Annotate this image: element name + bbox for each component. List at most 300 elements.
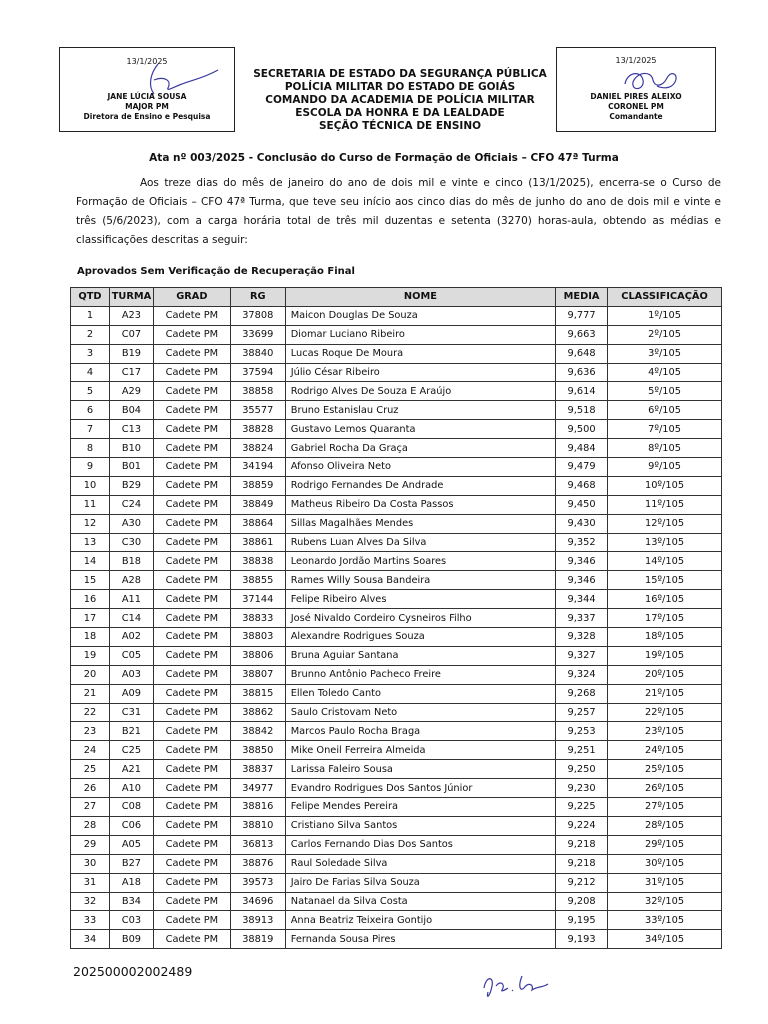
cell-classificacao: 8º/105 [608, 439, 722, 458]
cell-qtd: 7 [71, 420, 110, 439]
table-row [71, 930, 722, 949]
cell-classificacao: 4º/105 [608, 363, 722, 382]
cell-turma: A28 [109, 571, 153, 590]
cell-rg: 38842 [230, 722, 285, 741]
cell-grad: Cadete PM [153, 514, 230, 533]
cell-media: 9,253 [556, 722, 608, 741]
cell-grad: Cadete PM [153, 306, 230, 325]
cell-grad: Cadete PM [153, 835, 230, 854]
cell-qtd: 26 [71, 779, 110, 798]
cell-rg: 38862 [230, 703, 285, 722]
cell-turma: C31 [109, 703, 153, 722]
cell-nome: Carlos Fernando Dias Dos Santos [285, 835, 555, 854]
cell-nome: Sillas Magalhães Mendes [285, 514, 555, 533]
cell-nome: Natanael da Silva Costa [285, 892, 555, 911]
cell-classificacao: 29º/105 [608, 835, 722, 854]
table-header-row [71, 288, 722, 307]
cell-classificacao: 32º/105 [608, 892, 722, 911]
cell-rg: 38806 [230, 646, 285, 665]
table-row [71, 458, 722, 477]
cell-classificacao: 30º/105 [608, 854, 722, 873]
signer-rank: CORONEL PM [608, 102, 664, 111]
table-row [71, 798, 722, 817]
cell-grad: Cadete PM [153, 363, 230, 382]
cell-turma: C14 [109, 609, 153, 628]
table-row [71, 722, 722, 741]
cell-media: 9,208 [556, 892, 608, 911]
cell-grad: Cadete PM [153, 476, 230, 495]
cell-media: 9,324 [556, 665, 608, 684]
cell-grad: Cadete PM [153, 439, 230, 458]
cell-nome: Felipe Mendes Pereira [285, 798, 555, 817]
cell-rg: 38819 [230, 930, 285, 949]
cell-classificacao: 12º/105 [608, 514, 722, 533]
cell-turma: A05 [109, 835, 153, 854]
cell-rg: 38810 [230, 816, 285, 835]
cell-rg: 38876 [230, 854, 285, 873]
cell-rg: 38838 [230, 552, 285, 571]
cell-rg: 38858 [230, 382, 285, 401]
table-row [71, 760, 722, 779]
cell-nome: Evandro Rodrigues Dos Santos Júnior [285, 779, 555, 798]
table-row [71, 892, 722, 911]
cell-media: 9,230 [556, 779, 608, 798]
cell-turma: A11 [109, 590, 153, 609]
cell-media: 9,479 [556, 458, 608, 477]
cell-nome: Leonardo Jordão Martins Soares [285, 552, 555, 571]
cell-classificacao: 18º/105 [608, 628, 722, 647]
cell-media: 9,251 [556, 741, 608, 760]
cell-grad: Cadete PM [153, 382, 230, 401]
table-row [71, 495, 722, 514]
cell-media: 9,430 [556, 514, 608, 533]
column-header-rg: RG [230, 288, 285, 307]
cell-grad: Cadete PM [153, 609, 230, 628]
cell-classificacao: 25º/105 [608, 760, 722, 779]
cell-turma: A23 [109, 306, 153, 325]
cell-qtd: 14 [71, 552, 110, 571]
cell-rg: 34696 [230, 892, 285, 911]
header-line: COMANDO DA ACADEMIA DE POLÍCIA MILITAR [265, 94, 535, 106]
cell-nome: Bruno Estanislau Cruz [285, 401, 555, 420]
cell-nome: Afonso Oliveira Neto [285, 458, 555, 477]
cell-qtd: 3 [71, 344, 110, 363]
cell-rg: 38861 [230, 533, 285, 552]
signer-name: DANIEL PIRES ALEIXO [590, 92, 682, 101]
cell-rg: 37594 [230, 363, 285, 382]
cell-turma: B29 [109, 476, 153, 495]
cell-media: 9,346 [556, 552, 608, 571]
cell-turma: B27 [109, 854, 153, 873]
table-row [71, 873, 722, 892]
cell-grad: Cadete PM [153, 854, 230, 873]
cell-rg: 38859 [230, 476, 285, 495]
header-line: POLÍCIA MILITAR DO ESTADO DE GOIÁS [284, 81, 516, 93]
cell-turma: C05 [109, 646, 153, 665]
cell-classificacao: 2º/105 [608, 325, 722, 344]
cell-rg: 33699 [230, 325, 285, 344]
header-line: SEÇÃO TÉCNICA DE ENSINO [318, 120, 482, 132]
cell-nome: Rodrigo Alves De Souza E Araújo [285, 382, 555, 401]
cell-grad: Cadete PM [153, 684, 230, 703]
cell-grad: Cadete PM [153, 646, 230, 665]
cell-qtd: 23 [71, 722, 110, 741]
cell-classificacao: 3º/105 [608, 344, 722, 363]
cell-media: 9,327 [556, 646, 608, 665]
cell-turma: A29 [109, 382, 153, 401]
table-row [71, 854, 722, 873]
cell-classificacao: 16º/105 [608, 590, 722, 609]
cell-grad: Cadete PM [153, 420, 230, 439]
results-table [70, 287, 722, 949]
cell-nome: Saulo Cristovam Neto [285, 703, 555, 722]
cell-grad: Cadete PM [153, 779, 230, 798]
cell-qtd: 29 [71, 835, 110, 854]
cell-grad: Cadete PM [153, 703, 230, 722]
table-row [71, 420, 722, 439]
cell-qtd: 31 [71, 873, 110, 892]
cell-grad: Cadete PM [153, 665, 230, 684]
cell-rg: 39573 [230, 873, 285, 892]
cell-turma: C06 [109, 816, 153, 835]
cell-grad: Cadete PM [153, 816, 230, 835]
table-row [71, 306, 722, 325]
table-row [71, 703, 722, 722]
section-title: Aprovados Sem Verificação de Recuperação Final [77, 266, 355, 277]
cell-turma: C13 [109, 420, 153, 439]
cell-classificacao: 5º/105 [608, 382, 722, 401]
cell-nome: Ellen Toledo Canto [285, 684, 555, 703]
cell-turma: B21 [109, 722, 153, 741]
signer-role: Comandante [609, 112, 663, 121]
signature-box-commander [556, 47, 716, 132]
cell-rg: 35577 [230, 401, 285, 420]
cell-rg: 38864 [230, 514, 285, 533]
cell-classificacao: 27º/105 [608, 798, 722, 817]
table-row [71, 552, 722, 571]
cell-grad: Cadete PM [153, 533, 230, 552]
cell-qtd: 21 [71, 684, 110, 703]
table-row [71, 401, 722, 420]
cell-rg: 38828 [230, 420, 285, 439]
cell-classificacao: 10º/105 [608, 476, 722, 495]
cell-classificacao: 24º/105 [608, 741, 722, 760]
institution-header [236, 68, 564, 133]
cell-media: 9,648 [556, 344, 608, 363]
cell-media: 9,500 [556, 420, 608, 439]
cell-nome: Anna Beatriz Teixeira Gontijo [285, 911, 555, 930]
cell-turma: C25 [109, 741, 153, 760]
cell-qtd: 5 [71, 382, 110, 401]
cell-rg: 38824 [230, 439, 285, 458]
cell-qtd: 28 [71, 816, 110, 835]
cell-rg: 38840 [230, 344, 285, 363]
cell-nome: José Nivaldo Cordeiro Cysneiros Filho [285, 609, 555, 628]
cell-classificacao: 7º/105 [608, 420, 722, 439]
table-row [71, 439, 722, 458]
cell-nome: Alexandre Rodrigues Souza [285, 628, 555, 647]
table-row [71, 646, 722, 665]
table-row [71, 779, 722, 798]
cell-qtd: 30 [71, 854, 110, 873]
cell-media: 9,344 [556, 590, 608, 609]
signature-box-director [59, 47, 235, 132]
cell-nome: Júlio César Ribeiro [285, 363, 555, 382]
table-row [71, 684, 722, 703]
cell-grad: Cadete PM [153, 892, 230, 911]
cell-media: 9,212 [556, 873, 608, 892]
table-row [71, 325, 722, 344]
cell-qtd: 20 [71, 665, 110, 684]
cell-classificacao: 26º/105 [608, 779, 722, 798]
cell-turma: B34 [109, 892, 153, 911]
column-header-classificacao: CLASSIFICAÇÃO [608, 288, 722, 307]
table-row [71, 514, 722, 533]
cell-grad: Cadete PM [153, 458, 230, 477]
table-row [71, 590, 722, 609]
cell-qtd: 24 [71, 741, 110, 760]
cell-media: 9,450 [556, 495, 608, 514]
cell-nome: Cristiano Silva Santos [285, 816, 555, 835]
signer-role: Diretora de Ensino e Pesquisa [83, 112, 211, 121]
cell-nome: Brunno Antônio Pacheco Freire [285, 665, 555, 684]
cell-grad: Cadete PM [153, 930, 230, 949]
cell-qtd: 11 [71, 495, 110, 514]
cell-grad: Cadete PM [153, 571, 230, 590]
column-header-grad: GRAD [153, 288, 230, 307]
cell-rg: 38849 [230, 495, 285, 514]
cell-qtd: 18 [71, 628, 110, 647]
cell-grad: Cadete PM [153, 911, 230, 930]
cell-nome: Marcos Paulo Rocha Braga [285, 722, 555, 741]
cell-classificacao: 23º/105 [608, 722, 722, 741]
cell-grad: Cadete PM [153, 741, 230, 760]
cell-classificacao: 1º/105 [608, 306, 722, 325]
cell-nome: Gustavo Lemos Quaranta [285, 420, 555, 439]
cell-qtd: 34 [71, 930, 110, 949]
cell-qtd: 33 [71, 911, 110, 930]
cell-media: 9,225 [556, 798, 608, 817]
cell-qtd: 6 [71, 401, 110, 420]
cell-qtd: 32 [71, 892, 110, 911]
table-row [71, 665, 722, 684]
cell-qtd: 8 [71, 439, 110, 458]
cell-qtd: 27 [71, 798, 110, 817]
cell-media: 9,195 [556, 911, 608, 930]
initials-signature-icon [478, 962, 558, 1002]
cell-turma: A02 [109, 628, 153, 647]
cell-nome: Bruna Aguiar Santana [285, 646, 555, 665]
cell-media: 9,337 [556, 609, 608, 628]
cell-turma: A09 [109, 684, 153, 703]
cell-classificacao: 33º/105 [608, 911, 722, 930]
signer-name: JANE LÚCIA SOUSA [107, 92, 187, 101]
cell-turma: B10 [109, 439, 153, 458]
cell-media: 9,250 [556, 760, 608, 779]
cell-turma: A18 [109, 873, 153, 892]
cell-media: 9,468 [556, 476, 608, 495]
cell-turma: A03 [109, 665, 153, 684]
cell-classificacao: 19º/105 [608, 646, 722, 665]
cell-turma: C30 [109, 533, 153, 552]
cell-classificacao: 11º/105 [608, 495, 722, 514]
cell-media: 9,484 [556, 439, 608, 458]
cell-rg: 36813 [230, 835, 285, 854]
cell-grad: Cadete PM [153, 590, 230, 609]
cell-media: 9,224 [556, 816, 608, 835]
cell-turma: C17 [109, 363, 153, 382]
cell-nome: Fernanda Sousa Pires [285, 930, 555, 949]
table-row [71, 344, 722, 363]
cell-turma: B18 [109, 552, 153, 571]
cell-media: 9,352 [556, 533, 608, 552]
cell-classificacao: 34º/105 [608, 930, 722, 949]
cell-classificacao: 31º/105 [608, 873, 722, 892]
cell-classificacao: 15º/105 [608, 571, 722, 590]
header-line: SECRETARIA DE ESTADO DA SEGURANÇA PÚBLICA [253, 68, 547, 80]
cell-media: 9,268 [556, 684, 608, 703]
cell-grad: Cadete PM [153, 798, 230, 817]
cell-grad: Cadete PM [153, 722, 230, 741]
table-row [71, 382, 722, 401]
cell-qtd: 12 [71, 514, 110, 533]
table-row [71, 609, 722, 628]
cell-nome: Maicon Douglas De Souza [285, 306, 555, 325]
cell-nome: Raul Soledade Silva [285, 854, 555, 873]
cell-media: 9,346 [556, 571, 608, 590]
cell-qtd: 25 [71, 760, 110, 779]
cell-classificacao: 13º/105 [608, 533, 722, 552]
cell-media: 9,636 [556, 363, 608, 382]
cell-rg: 38913 [230, 911, 285, 930]
cell-nome: Felipe Ribeiro Alves [285, 590, 555, 609]
cell-rg: 38850 [230, 741, 285, 760]
cell-qtd: 17 [71, 609, 110, 628]
cell-qtd: 1 [71, 306, 110, 325]
cell-qtd: 4 [71, 363, 110, 382]
cell-grad: Cadete PM [153, 401, 230, 420]
cell-nome: Rodrigo Fernandes De Andrade [285, 476, 555, 495]
column-header-qtd: QTD [71, 288, 110, 307]
cell-qtd: 10 [71, 476, 110, 495]
column-header-media: MEDIA [556, 288, 608, 307]
cell-classificacao: 9º/105 [608, 458, 722, 477]
cell-grad: Cadete PM [153, 628, 230, 647]
cell-rg: 38833 [230, 609, 285, 628]
cell-nome: Gabriel Rocha Da Graça [285, 439, 555, 458]
cell-rg: 34194 [230, 458, 285, 477]
cell-turma: A21 [109, 760, 153, 779]
document-title: Ata nº 003/2025 - Conclusão do Curso de Formação de Oficiais – CFO 47ª Turma [149, 152, 619, 164]
cell-qtd: 15 [71, 571, 110, 590]
cell-turma: B01 [109, 458, 153, 477]
cell-nome: Diomar Luciano Ribeiro [285, 325, 555, 344]
cell-turma: B09 [109, 930, 153, 949]
cell-rg: 38855 [230, 571, 285, 590]
cell-grad: Cadete PM [153, 344, 230, 363]
cell-nome: Lucas Roque De Moura [285, 344, 555, 363]
table-row [71, 533, 722, 552]
header-line: ESCOLA DA HONRA E DA LEALDADE [295, 107, 505, 119]
cell-classificacao: 17º/105 [608, 609, 722, 628]
table-row [71, 628, 722, 647]
cell-qtd: 13 [71, 533, 110, 552]
cell-qtd: 2 [71, 325, 110, 344]
cell-grad: Cadete PM [153, 495, 230, 514]
cell-rg: 34977 [230, 779, 285, 798]
cell-media: 9,518 [556, 401, 608, 420]
cell-turma: C03 [109, 911, 153, 930]
cell-nome: Matheus Ribeiro Da Costa Passos [285, 495, 555, 514]
cell-classificacao: 22º/105 [608, 703, 722, 722]
cell-classificacao: 6º/105 [608, 401, 722, 420]
cell-classificacao: 21º/105 [608, 684, 722, 703]
table-row [71, 571, 722, 590]
cell-turma: B04 [109, 401, 153, 420]
cell-media: 9,614 [556, 382, 608, 401]
cell-qtd: 9 [71, 458, 110, 477]
cell-media: 9,777 [556, 306, 608, 325]
table-row [71, 363, 722, 382]
table-row [71, 476, 722, 495]
cell-rg: 38807 [230, 665, 285, 684]
cell-qtd: 22 [71, 703, 110, 722]
cell-media: 9,218 [556, 854, 608, 873]
intro-paragraph: Aos treze dias do mês de janeiro do ano de dois mil e vinte e cinco (13/1/2025), encerra-se o Curso de Formação de Oficiais – CFO 47ª Turma, que teve seu início aos cinco dias do mês de junho do ano de dois mil e vinte e três (5/6/2023), com a carga horária total de três mil duzentas e setenta (3270) horas-aula, obtendo as médias e classificações descritas a seguir: [76, 177, 721, 246]
cell-qtd: 16 [71, 590, 110, 609]
signature-date: 13/1/2025 [615, 56, 657, 65]
cell-turma: A10 [109, 779, 153, 798]
cell-rg: 38803 [230, 628, 285, 647]
cell-nome: Larissa Faleiro Sousa [285, 760, 555, 779]
cell-grad: Cadete PM [153, 873, 230, 892]
cell-grad: Cadete PM [153, 325, 230, 344]
cell-media: 9,663 [556, 325, 608, 344]
cell-media: 9,193 [556, 930, 608, 949]
cell-classificacao: 14º/105 [608, 552, 722, 571]
cell-turma: C07 [109, 325, 153, 344]
column-header-nome: NOME [285, 288, 555, 307]
table-row [71, 816, 722, 835]
cell-classificacao: 20º/105 [608, 665, 722, 684]
cell-media: 9,328 [556, 628, 608, 647]
cell-rg: 38815 [230, 684, 285, 703]
cell-qtd: 19 [71, 646, 110, 665]
cell-grad: Cadete PM [153, 552, 230, 571]
table-body [71, 306, 722, 948]
signer-rank: MAJOR PM [125, 102, 169, 111]
cell-media: 9,257 [556, 703, 608, 722]
cell-nome: Jairo De Farias Silva Souza [285, 873, 555, 892]
column-header-turma: TURMA [109, 288, 153, 307]
cell-turma: A30 [109, 514, 153, 533]
cell-rg: 37808 [230, 306, 285, 325]
cell-rg: 38837 [230, 760, 285, 779]
cell-turma: B19 [109, 344, 153, 363]
cell-rg: 38816 [230, 798, 285, 817]
cell-media: 9,218 [556, 835, 608, 854]
document-number: 202500002002489 [73, 964, 193, 979]
cell-nome: Mike Oneil Ferreira Almeida [285, 741, 555, 760]
table-row [71, 835, 722, 854]
table-row [71, 911, 722, 930]
cell-grad: Cadete PM [153, 760, 230, 779]
cell-nome: Rubens Luan Alves Da Silva [285, 533, 555, 552]
signature-date: 13/1/2025 [126, 57, 168, 66]
cell-turma: C08 [109, 798, 153, 817]
table-row [71, 741, 722, 760]
cell-nome: Rames Willy Sousa Bandeira [285, 571, 555, 590]
